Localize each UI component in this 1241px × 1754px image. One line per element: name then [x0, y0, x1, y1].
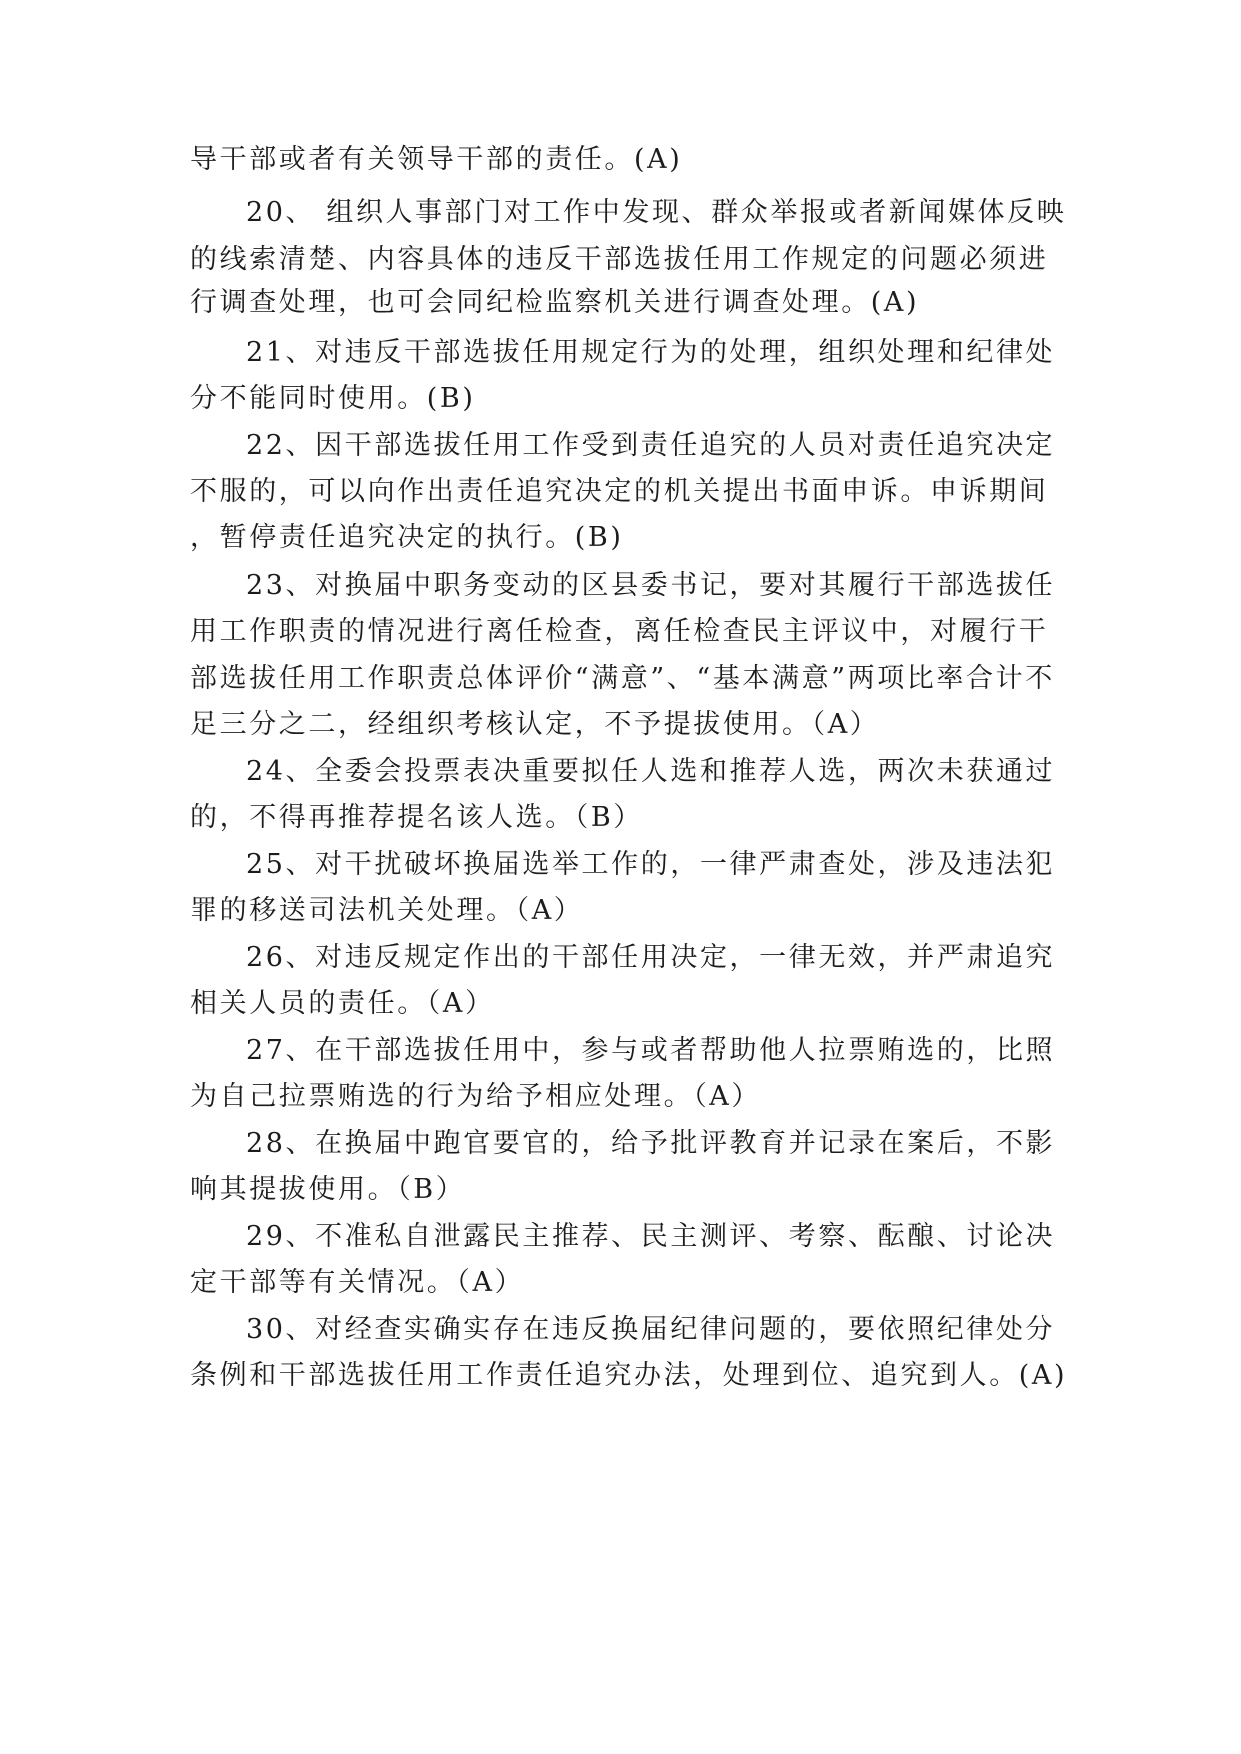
question-20-line-1: 20、 组织人事部门对工作中发现、群众举报或者新闻媒体反映 — [246, 197, 1067, 228]
question-21-line-2: 分不能同时使用。(B) — [190, 383, 476, 414]
question-29-line-1: 29、不准私自泄露民主推荐、民主测评、考察、酝酿、讨论决 — [246, 1221, 1056, 1252]
question-22-line-2: 不服的，可以向作出责任追究决定的机关提出书面申诉。申诉期间 — [190, 476, 1049, 507]
question-20-line-3: 行调查处理，也可会同纪检监察机关进行调查处理。(A) — [190, 287, 920, 318]
question-25-line-2: 罪的移送司法机关处理。（A） — [190, 895, 584, 926]
question-23-line-1: 23、对换届中职务变动的区县委书记，要对其履行干部选拔任 — [246, 570, 1056, 601]
text-line: 导干部或者有关领导干部的责任。(A) — [190, 144, 683, 175]
question-30-line-2: 条例和干部选拔任用工作责任追究办法，处理到位、追究到人。(A) — [190, 1360, 1068, 1391]
question-22-line-1: 22、因干部选拔任用工作受到责任追究的人员对责任追究决定 — [246, 430, 1056, 461]
question-23-line-2: 用工作职责的情况进行离任检查，离任检查民主评议中，对履行干 — [190, 616, 1049, 647]
question-22-line-3: ，暂停责任追究决定的执行。(B) — [190, 522, 624, 553]
question-27-line-2: 为自己拉票贿选的行为给予相应处理。（A） — [190, 1081, 761, 1112]
question-25-line-1: 25、对干扰破坏换届选举工作的，一律严肃查处，涉及违法犯 — [246, 849, 1056, 880]
question-27-line-1: 27、在干部选拔任用中，参与或者帮助他人拉票贿选的，比照 — [246, 1035, 1056, 1066]
question-30-line-1: 30、对经查实确实存在违反换届纪律问题的，要依照纪律处分 — [246, 1314, 1056, 1345]
question-23-line-3: 部选拔任用工作职责总体评价“满意”、“基本满意”两项比率合计不 — [190, 663, 1055, 694]
question-24-line-1: 24、全委会投票表决重要拟任人选和推荐人选，两次未获通过 — [246, 756, 1056, 787]
question-21-line-1: 21、对违反干部选拔任用规定行为的处理，组织处理和纪律处 — [246, 337, 1056, 368]
question-23-line-4: 足三分之二，经组织考核认定，不予提拔使用。（A） — [190, 709, 880, 740]
question-28-line-1: 28、在换届中跑官要官的，给予批评教育并记录在案后，不影 — [246, 1128, 1056, 1159]
question-26-line-2: 相关人员的责任。（A） — [190, 988, 495, 1019]
question-26-line-1: 26、对违反规定作出的干部任用决定，一律无效，并严肃追究 — [246, 942, 1056, 973]
question-20-line-2: 的线索清楚、内容具体的违反干部选拔任用工作规定的问题必须进 — [190, 244, 1049, 275]
question-24-line-2: 的，不得再推荐提名该人选。（B） — [190, 802, 643, 833]
question-28-line-2: 响其提拔使用。（B） — [190, 1174, 466, 1205]
question-29-line-2: 定干部等有关情况。（A） — [190, 1267, 525, 1298]
